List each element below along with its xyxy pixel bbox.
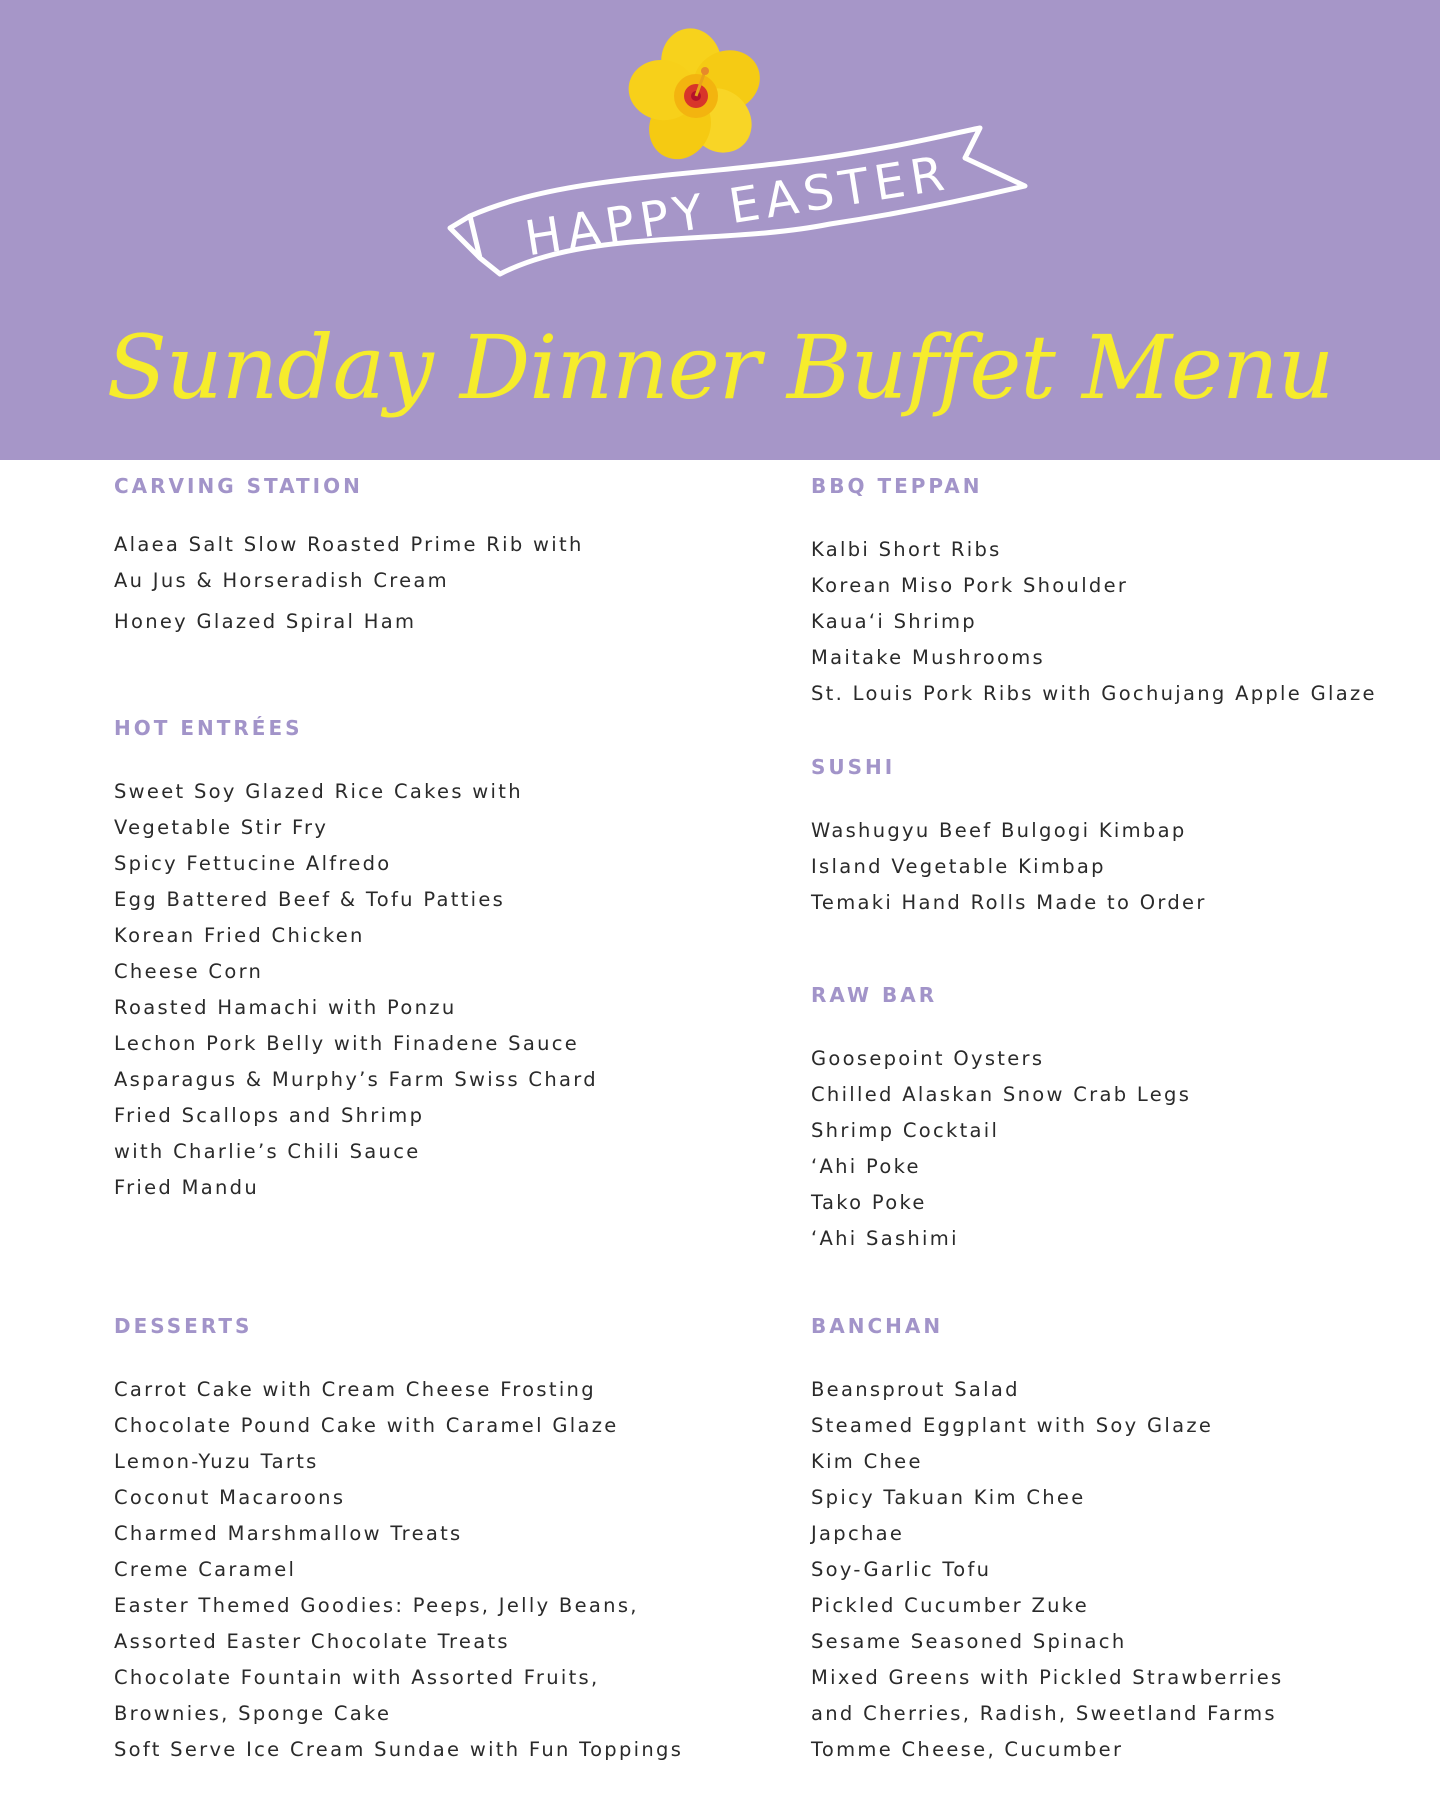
section-heading: RAW BAR bbox=[811, 983, 938, 1007]
menu-item: Japchae bbox=[811, 1522, 905, 1545]
menu-item: Steamed Eggplant with Soy Glaze bbox=[811, 1414, 1214, 1437]
menu-list bbox=[114, 1372, 684, 1768]
menu-item: Maitake Mushrooms bbox=[811, 646, 1045, 669]
menu-item: Alaea Salt Slow Roasted Prime Rib with bbox=[114, 533, 584, 556]
menu-item: Coconut Macaroons bbox=[114, 1486, 346, 1509]
menu-item: Fried Scallops and Shrimp bbox=[114, 1104, 425, 1127]
menu-item: Shrimp Cocktail bbox=[811, 1119, 1000, 1142]
menu-item: Chocolate Pound Cake with Caramel Glaze bbox=[114, 1414, 619, 1437]
menu-item: Tomme Cheese, Cucumber bbox=[811, 1738, 1124, 1761]
menu-list bbox=[114, 774, 598, 1206]
menu-item: Charmed Marshmallow Treats bbox=[114, 1522, 463, 1545]
section-heading: BBQ TEPPAN bbox=[811, 474, 983, 498]
section-heading: BANCHAN bbox=[811, 1314, 944, 1338]
menu-item: Chilled Alaskan Snow Crab Legs bbox=[811, 1083, 1192, 1106]
menu-item: Temaki Hand Rolls Made to Order bbox=[811, 891, 1207, 914]
section-carving-station bbox=[114, 474, 584, 633]
menu-item: Creme Caramel bbox=[114, 1558, 297, 1581]
menu-item: Soy-Garlic Tofu bbox=[811, 1558, 992, 1581]
menu-item: Sesame Seasoned Spinach bbox=[811, 1630, 1127, 1653]
menu-item: Kim Chee bbox=[811, 1450, 923, 1473]
menu-item: Au Jus & Horseradish Cream bbox=[114, 569, 449, 592]
happy-easter-ribbon bbox=[440, 118, 1040, 293]
menu-item: Soft Serve Ice Cream Sundae with Fun Toppings bbox=[114, 1738, 684, 1761]
menu-item: Spicy Takuan Kim Chee bbox=[811, 1486, 1086, 1509]
section-desserts bbox=[114, 1314, 684, 1761]
menu-list bbox=[811, 813, 1207, 921]
menu-item: Lemon-Yuzu Tarts bbox=[114, 1450, 319, 1473]
menu-item: Mixed Greens with Pickled Strawberries bbox=[811, 1666, 1284, 1689]
page-title: Sunday Dinner Buffet Menu bbox=[106, 316, 1334, 419]
menu-list bbox=[811, 1041, 1192, 1257]
menu-item: ‘Ahi Sashimi bbox=[811, 1227, 959, 1250]
menu-item: Beansprout Salad bbox=[811, 1378, 1020, 1401]
menu-item: and Cherries, Radish, Sweetland Farms bbox=[811, 1702, 1277, 1725]
menu-item: Korean Fried Chicken bbox=[114, 924, 365, 947]
menu-item: Washugyu Beef Bulgogi Kimbap bbox=[811, 819, 1187, 842]
section-heading: CARVING STATION bbox=[114, 474, 363, 498]
menu-item: Pickled Cucumber Zuke bbox=[811, 1594, 1090, 1617]
section-heading: HOT ENTRÉES bbox=[114, 716, 303, 740]
section-bbq-teppan bbox=[811, 474, 1377, 705]
menu-item: Roasted Hamachi with Ponzu bbox=[114, 996, 457, 1019]
menu-list bbox=[114, 532, 584, 640]
menu-item: Goosepoint Oysters bbox=[811, 1047, 1045, 1070]
menu-item: ‘Ahi Poke bbox=[811, 1155, 921, 1178]
menu-item: Sweet Soy Glazed Rice Cakes with bbox=[114, 780, 523, 803]
menu-item: Honey Glazed Spiral Ham bbox=[114, 610, 417, 633]
menu-item: Tako Poke bbox=[811, 1191, 927, 1214]
menu-item: Brownies, Sponge Cake bbox=[114, 1702, 392, 1725]
section-heading: DESSERTS bbox=[114, 1314, 253, 1338]
menu-item: Spicy Fettucine Alfredo bbox=[114, 852, 392, 875]
header-banner bbox=[0, 0, 1440, 460]
menu-list bbox=[811, 1372, 1284, 1768]
menu-item: Korean Miso Pork Shoulder bbox=[811, 574, 1129, 597]
menu-item: Cheese Corn bbox=[114, 960, 264, 983]
menu-item: Fried Mandu bbox=[114, 1176, 259, 1199]
menu-item: Egg Battered Beef & Tofu Patties bbox=[114, 888, 506, 911]
menu-item: Assorted Easter Chocolate Treats bbox=[114, 1630, 510, 1653]
menu-item: Island Vegetable Kimbap bbox=[811, 855, 1106, 878]
section-heading: SUSHI bbox=[811, 755, 896, 779]
section-hot-entrees bbox=[114, 716, 598, 1199]
menu-list bbox=[811, 532, 1377, 712]
menu-item: Easter Themed Goodies: Peeps, Jelly Beans, bbox=[114, 1594, 639, 1617]
section-banchan bbox=[811, 1314, 1284, 1761]
menu-item: St. Louis Pork Ribs with Gochujang Apple Glaze bbox=[811, 682, 1377, 705]
menu-item: Chocolate Fountain with Assorted Fruits, bbox=[114, 1666, 600, 1689]
menu-item: Kaua‘i Shrimp bbox=[811, 610, 977, 633]
menu-item: Carrot Cake with Cream Cheese Frosting bbox=[114, 1378, 596, 1401]
menu-item: Vegetable Stir Fry bbox=[114, 816, 329, 839]
menu-item: Asparagus & Murphy’s Farm Swiss Chard bbox=[114, 1068, 598, 1091]
menu-item: Lechon Pork Belly with Finadene Sauce bbox=[114, 1032, 580, 1055]
section-sushi bbox=[811, 755, 1207, 914]
menu-item: Kalbi Short Ribs bbox=[811, 538, 1002, 561]
section-raw-bar bbox=[811, 983, 1192, 1250]
banner-text: HAPPY EASTER bbox=[521, 144, 954, 268]
menu-item: with Charlie’s Chili Sauce bbox=[114, 1140, 421, 1163]
